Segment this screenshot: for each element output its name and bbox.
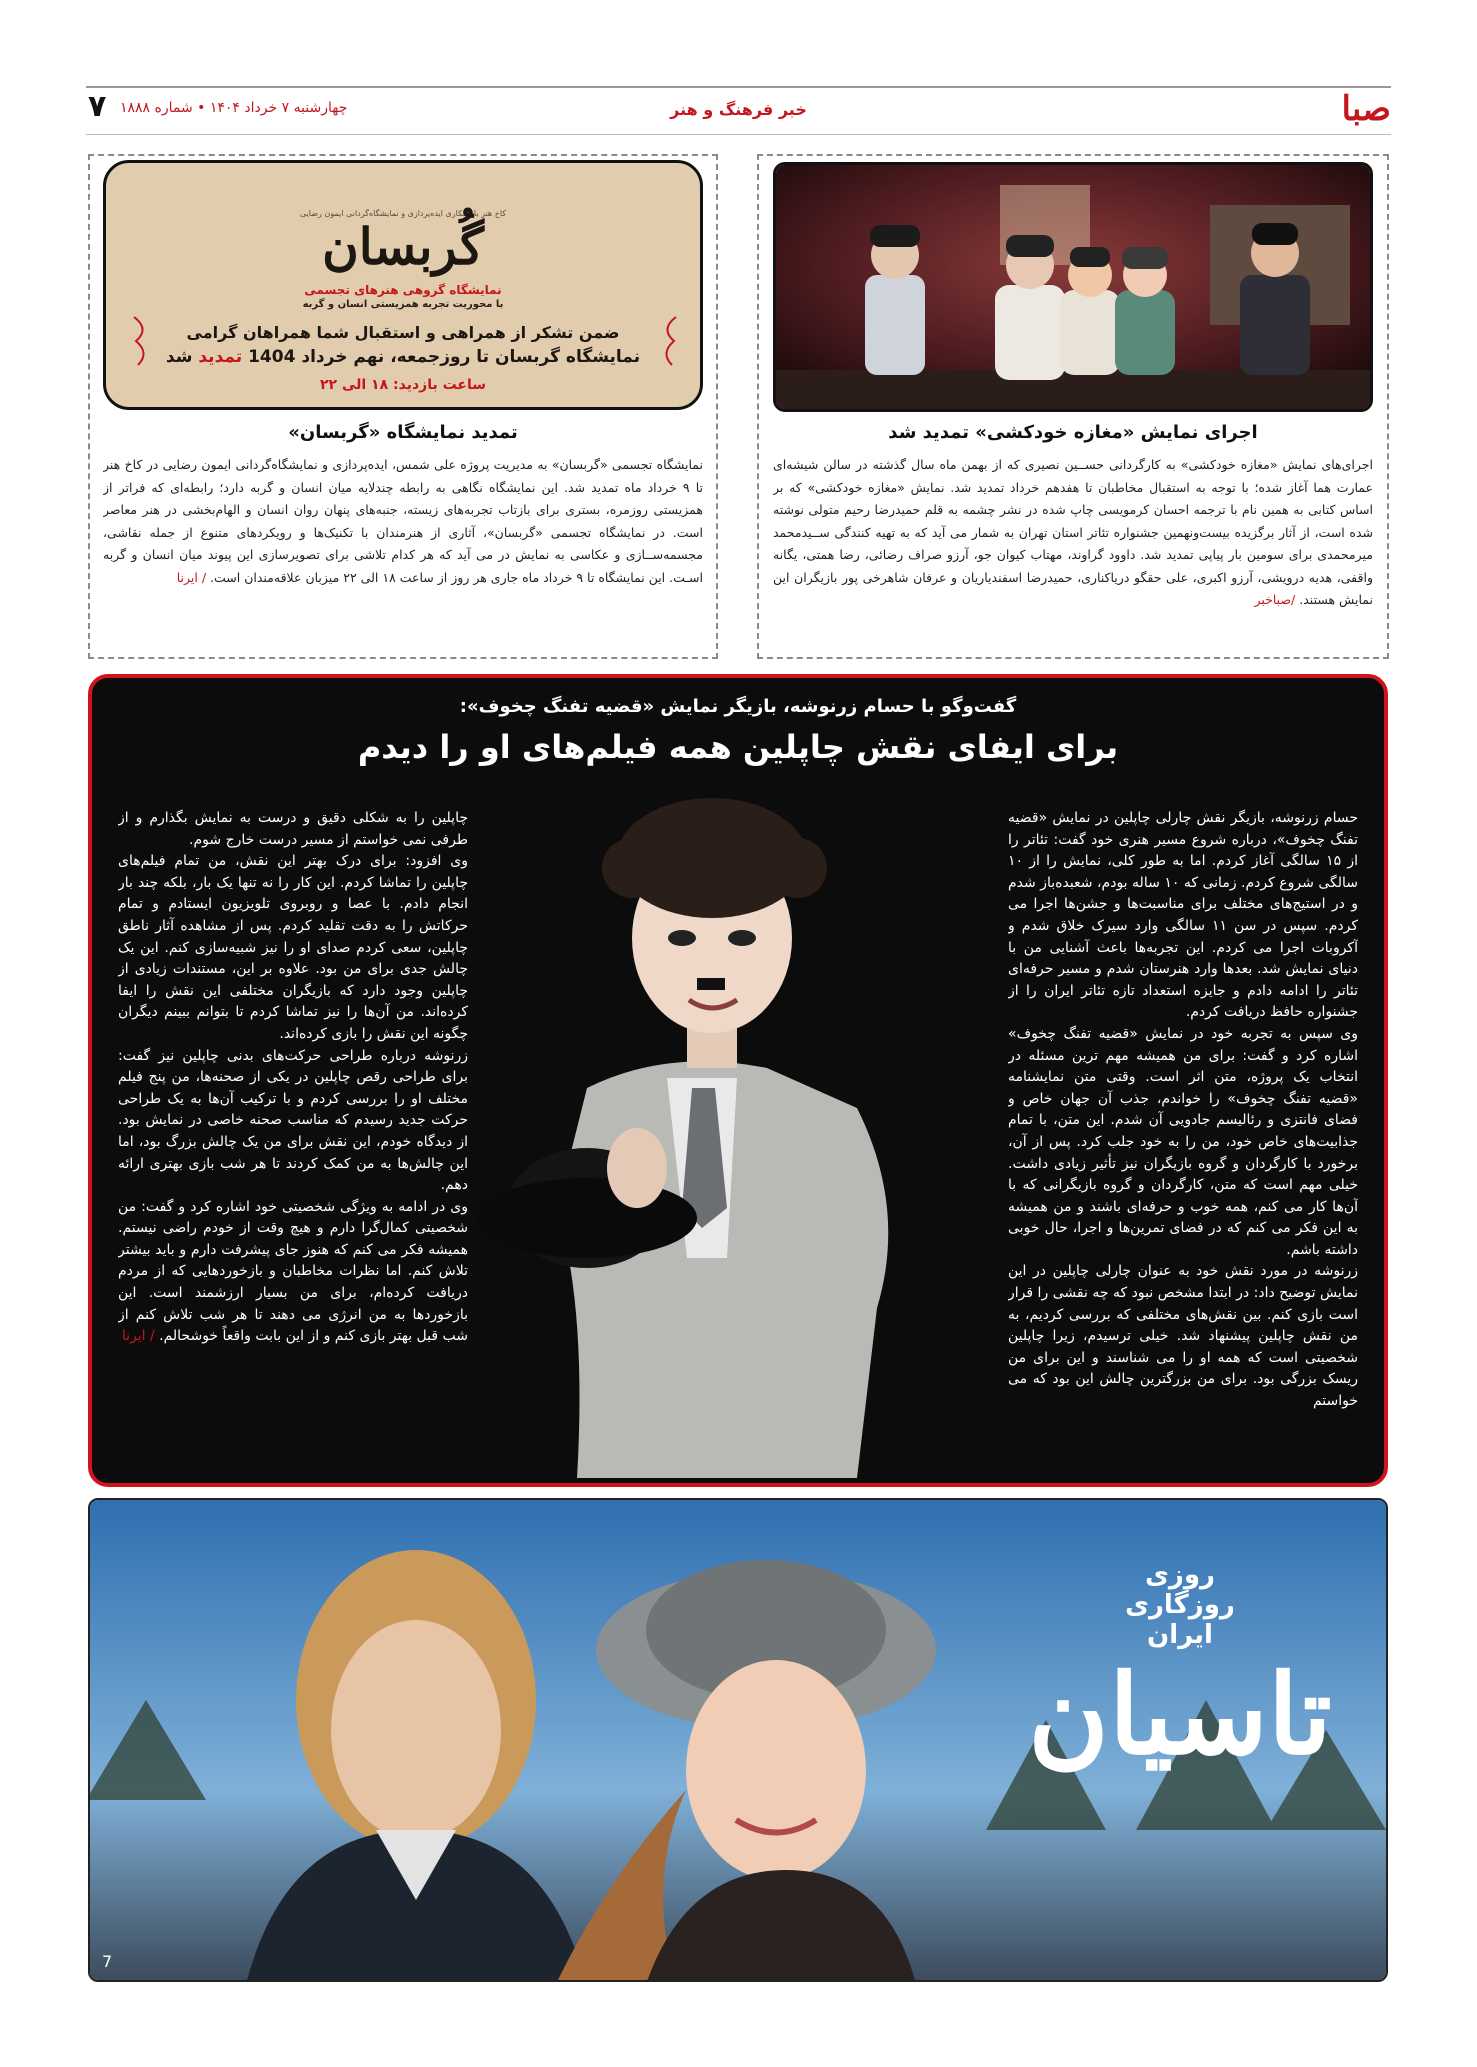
poster-name: گُربسان [322, 217, 484, 276]
play-stage-photo [773, 162, 1373, 412]
story-expo-body: نمایشگاه تجسمی «گربسان» به مدیریت پروژه علی شمس، ایده‌پردازی و نمایشگاه‌گردانی ایمون رضایی در کاخ هنر تا ۹ خرداد ماه تمدید شد. این نمایشگاه نگاهی به رابطه چندلایه میان انسان و گربه دارد؛ رابطه‌ای که فراتر از همزیستی روزمره، بستری برای بازتاب تجربه‌های زیسته، جنبه‌های پنهان روان انسان و الهام‌بخشی در هنر معاصر است. در نمایشگاه تجسمی «گربسان»، آثاری از هنرمندان با تکنیک‌ها و رویکردهای متنوع از جمله نقاشی، مجسمه‌ســازی و عکاسی به نمایش در می آید که هر کدام تلاشی برای تصویرسازی این پیوند میان انسان و گربه اسـت. این نمایشگاه تا ۹ خرداد ماه جاری هر روز از ساعت ۱۸ الی ۲۲ میزبان علاقه‌مندان است. / ایرنا [103, 457, 703, 585]
dateline: چهارشنبه ۷ خرداد ۱۴۰۴ • شماره ۱۸۸۸ [120, 100, 348, 116]
section-title: خبر فرهنگ و هنر [670, 100, 807, 119]
poster-top-small: کاخ هنر با همکاری ایده‌پردازی و نمایشگاه‌گردانی ایمون رضایی [299, 209, 507, 218]
poster-line-1: ضمن تشکر از همراهی و استقبال شما همراهان گرامی [186, 323, 620, 342]
chaplin-actor-photo [437, 788, 957, 1478]
film-title-line-2: روزگاری [1125, 1590, 1235, 1620]
poster-line-2: نمایشگاه گربسان تا روزجمعه، نهم خرداد 1404 تمدید شد [165, 347, 641, 367]
expo-poster [103, 160, 703, 410]
film-title-line-3: ایران [1147, 1620, 1213, 1650]
film-title-block [1010, 1560, 1350, 1860]
interview-headline: برای ایفای نقش چاپلین همه فیلم‌های او را دیدم [357, 728, 1119, 766]
poster-subtitle-2: با محوریت تجربه همزیستی انسان و گربه [302, 299, 504, 310]
story-expo-title: تمدید نمایشگاه «گربسان» [288, 422, 518, 443]
header-rule-bottom [86, 134, 1391, 135]
story-play-body: اجرای‌های نمایش «مغازه خودکشی» به کارگردانی حســین نصیری که از بهمن ماه سال گذشته در سالن شیشه‌ای عمارت هما آغاز شده؛ با توجه به استقبال مخاطبان تا هفدهم خرداد تمدید شد. نمایش «مغازه خودکشی» که بر اساس کتابی به همین نام با ترجمه احسان کرمویسی چاپ شده در نشر چشمه به قلم حمیدرضا رحیم متولی نوشته شده است، از آثار برگزیده بیست‌ونهمین جشنواره تئاتر استان تهران به شمار می آید که به تهیه کنندگی ســیدمحمد میرمحمدی برای سومین بار پیاپی تمدید شد. داوود گراوند، مهتاب کیوان جو، آرزو صراف رضائی، رضا همتی، یگانه واقفی، هدیه درویشی، آرزو اکبری، علی حقگو دریاکناری، حمیدرضا اسفندیاریان و عرفان شاهرخی پور بازیگران این نمایش هستند. /صباخبر [773, 457, 1373, 607]
film-title-line-1: روزی [1145, 1560, 1215, 1590]
poster-squiggle-right [654, 313, 684, 369]
story-play-title: اجرای نمایش «مغازه خودکشی» تمدید شد [888, 422, 1258, 443]
header-rule-top [86, 86, 1391, 88]
interview-box [88, 674, 1388, 1487]
stage-photo-illustration [773, 165, 1370, 412]
interview-kicker: گفت‌وگو با حسام زرنوشه، بازیگر نمایش «قضیه تفنگ چخوف»: [459, 696, 1017, 717]
banner-corner-number: 7 [102, 1952, 113, 1971]
interview-col-right: حسام زرنوشه، بازیگر نقش چارلی چاپلین در نمایش «قضیه تفنگ چخوف»، درباره شروع مسیر هنری خود گفت: تئاتر را از ۱۵ سالگی آغاز کردم. اما به طور کلی، نمایش را از ۱۰ سالگی شروع کردم. زمانی که ۱۰ ساله بودم، شعبده‌باز شدم و در استیج‌های مختلف برای مناسبت‌ها و جشن‌ها اجرا می کردم. سپس در سن ۱۱ سالگی وارد سیرک خلاق شدم و آکروبات اجرا می کردم. این تجربه‌ها باعث آشنایی من با دنیای نمایش شد. بعدها وارد هنرستان شدم و مسیر حرفه‌ای تئاتر را ادامه دادم و جایزه استعداد تازه تئاتر ایران را از جشنواره حافظ دریافت کردم. وی سپس به تجربه خود در نمایش «قضیه تفنگ چخوف» اشاره کرد و گفت: برای من همیشه مهم ترین مسئله در انتخاب یک پروژه، متن اثر است. وقتی متن نمایشنامه «قضیه تفنگ چخوف» را خواندم، جذب آن جهان خاص و فضای فانتزی و رئالیسم جادویی آن شدم. این متن، با تمام جذابیت‌های خاص خود، من را به خود جلب کرد. پس از آن، برخورد با کارگردان و گروه بازیگران نیز تأثیر زیادی داشت. خیلی مهم است که متن، کارگردان و گروه بازیگرانی که با آن‌ها کار می کنم، همه خوب و حرفه‌ای باشند و من همیشه به این فکر می کنم که در فضای تمرین‌ها و اجرا، حال خوبی داشته باشم. زرنوشه در مورد نقش خود به عنوان چارلی چاپلین در این نمایش توضیح داد: در ابتدا مشخص نبود که چه نقشی را قرار است بازی کنم. بین نقش‌های مختلفی که بررسی کردیم، به من نقش چاپلین پیشنهاد شد. خیلی ترسیدم، زیرا چاپلین شخصیتی است که همه او را می شناسند و این برای من ریسک بزرگی بود. برای من بزرگترین چالش این بود که می خواستم [1008, 810, 1358, 1410]
interview-col-left: چاپلین را به شکلی دقیق و درست به نمایش بگذارم و از طرفی نمی خواستم از مسیر درست خارج شوم. وی افزود: برای درک بهتر این نقش، من تمام فیلم‌های چاپلین را تماشا کردم. این کار را نه تنها یک بار، بلکه چند بار انجام دادم. با عصا و روبروی تلویزیون ایستادم و تمام حرکاتش را به دقت تقلید کردم. پس از مشاهده آثار ناطق چاپلین، سعی کردم صدای او را نیز شبیه‌سازی کنم. این یک چالش جدی برای من بود. علاوه بر این، مستندات زیادی از چاپلین وجود دارد که بازیگران مختلفی این نقش را ایفا کرده‌اند. من آن‌ها را نیز تماشا کردم تا بتوانم ببینم دیگران چگونه این نقش را بازی کرده‌اند. زرنوشه درباره طراحی حرکت‌های بدنی چاپلین نیز گفت: برای طراحی رقص چاپلین در یکی از صحنه‌ها، من پنج فیلم مختلف او را بررسی کردم و با ترکیب آن‌ها به یک طراحی حرکت جدید رسیدم که مناسب صحنه خاصی در نمایش بود. از دیدگاه خودم، این نقش برای من یک چالش بزرگ بود، اما این چالش‌ها به من کمک کردند تا هر شب بازی بهتری ارائه دهم. وی در ادامه به ویژگی شخصیتی خود اشاره کرد و گفت: من شخصیتی کمال‌گرا دارم و هیچ وقت از خودم راضی نیستم. همیشه فکر می کنم که هنوز جای پیشرفت دارم و باید بیشتر تلاش کنم. اما نظرات مخاطبان و بازخوردهایی که از مردم دریافت کرده‌ام، برای من بسیار ارزشمند است. این بازخوردها به من انرژی می دهند تا هر شب تلاش کنم از شب قبل بهتر بازی کنم و از این بابت واقعاً خوشحالم. / ایرنا [118, 810, 468, 1345]
page-number: ۷ [88, 89, 107, 124]
newspaper-logo: صبا [1341, 89, 1391, 129]
poster-subtitle: نمایشگاه گروهی هنرهای تجسمی [304, 283, 502, 297]
film-banner [88, 1498, 1388, 1982]
film-title-main: تاسیان [1028, 1650, 1332, 1779]
poster-hours: ساعت بازدید: ۱۸ الی ۲۲ [319, 377, 486, 393]
poster-squiggle-left [126, 313, 156, 369]
